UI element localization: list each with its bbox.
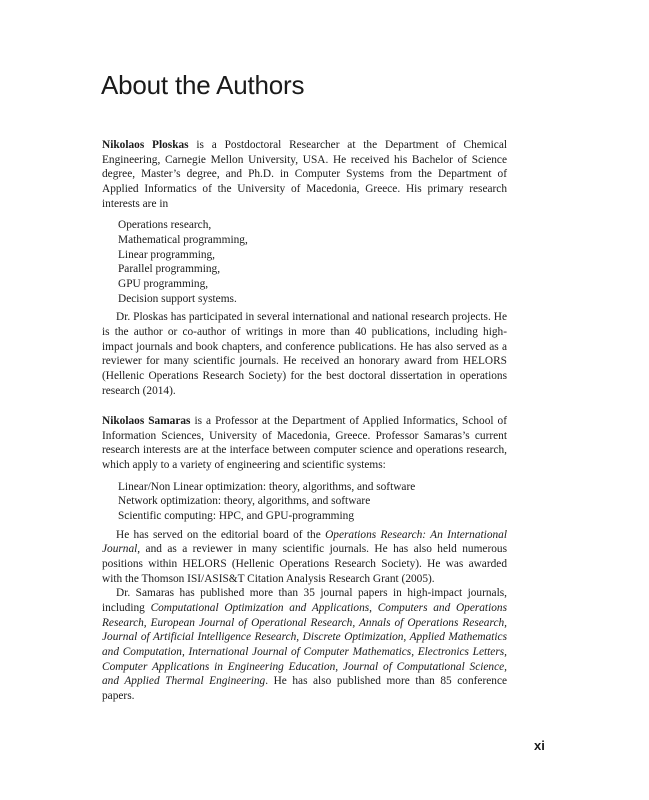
- author2-bio-paragraph: [102, 414, 507, 473]
- author1-achievements-paragraph: Dr. Ploskas has participated in several international and national research projects. He is the author or co-author of writings in more than 40 publications, including high-impact journals and book chapters, and conference publications. He has also served as a reviewer for many scientific journals. He received an honorary award from HELORS (Hellenic Operations Research Society) for the best doctoral dissertation in operations research (2014).: [102, 311, 507, 397]
- author1-intro: is a Postdoctoral Researcher at the Department of Chemical Engineering, Carnegie Mellon University, USA. He received his Bachelor of Science degree, Master’s degree, and Ph.D. in Computer Systems from the Department of Applied Informatics of the University of Macedonia, Greece. His primary research interests are in: [102, 139, 508, 210]
- author1-interests-list: [118, 218, 507, 306]
- page-title: About the Authors: [101, 70, 305, 100]
- list-item: Operations research,: [118, 219, 212, 232]
- list-item: Network optimization: theory, algorithms, and software: [118, 495, 371, 508]
- author2-intro: is a Professor at the Department of Applied Informatics, School of Information Sciences, University of Macedonia, Greece. Professor Samaras’s current research interests are at the interface between computer science and operations research, which apply to a variety of engineering and scientific systems:: [102, 415, 507, 472]
- list-item: GPU programming,: [118, 277, 209, 290]
- author2-publications-text-a: Dr. Samaras has published more than 35 journal papers in high-impact journals, including: [102, 587, 507, 615]
- author2-editorial-text-b: , and as a reviewer in many scientific journals. He has also held numerous positions within HELORS (Hellenic Operations Research Society). He was awarded with the Thomson ISI/ASIS&T Citation Analysis Research Grant (2005).: [102, 543, 507, 585]
- section-gap: [102, 398, 507, 414]
- author2-name: Nikolaos Samaras: [102, 415, 191, 428]
- author2-publications-text-b: . He has also published more than 85 conference papers.: [102, 675, 508, 702]
- author2-publications-paragraph: [102, 586, 507, 703]
- author2-editorial-paragraph: [102, 528, 507, 587]
- list-item: Linear programming,: [118, 248, 216, 261]
- list-item: Scientific computing: HPC, and GPU-programming: [118, 510, 354, 523]
- list-item: Mathematical programming,: [118, 233, 248, 246]
- page-number: xi: [534, 738, 545, 753]
- list-item: Decision support systems.: [118, 292, 237, 305]
- authors-body: [102, 138, 507, 704]
- author1-name: Nikolaos Ploskas: [102, 139, 189, 151]
- author1-bio-paragraph: [102, 138, 507, 211]
- list-item: Parallel programming,: [118, 263, 221, 276]
- author2-editorial-text-a: He has served on the editorial board of the: [116, 528, 326, 541]
- author2-publications-journals: Computational Optimization and Applications, Computers and Operations Research, European Journal of Operational Research, Annals of Operations Research, Journal of Artificial Intelligence Research, Discrete Optimization, Applied Mathematics and Computation, International Journal of Computer Mathematics, Electronics Letters, Computer Applications in Engineering Education, Journal of Computational Science, and Applied Thermal Engineering: [102, 602, 507, 688]
- author2-interests-list: [118, 480, 507, 524]
- list-item: Linear/Non Linear optimization: theory, algorithms, and software: [118, 480, 416, 493]
- author2-editorial-journal: Operations Research: An International Journal: [102, 528, 507, 556]
